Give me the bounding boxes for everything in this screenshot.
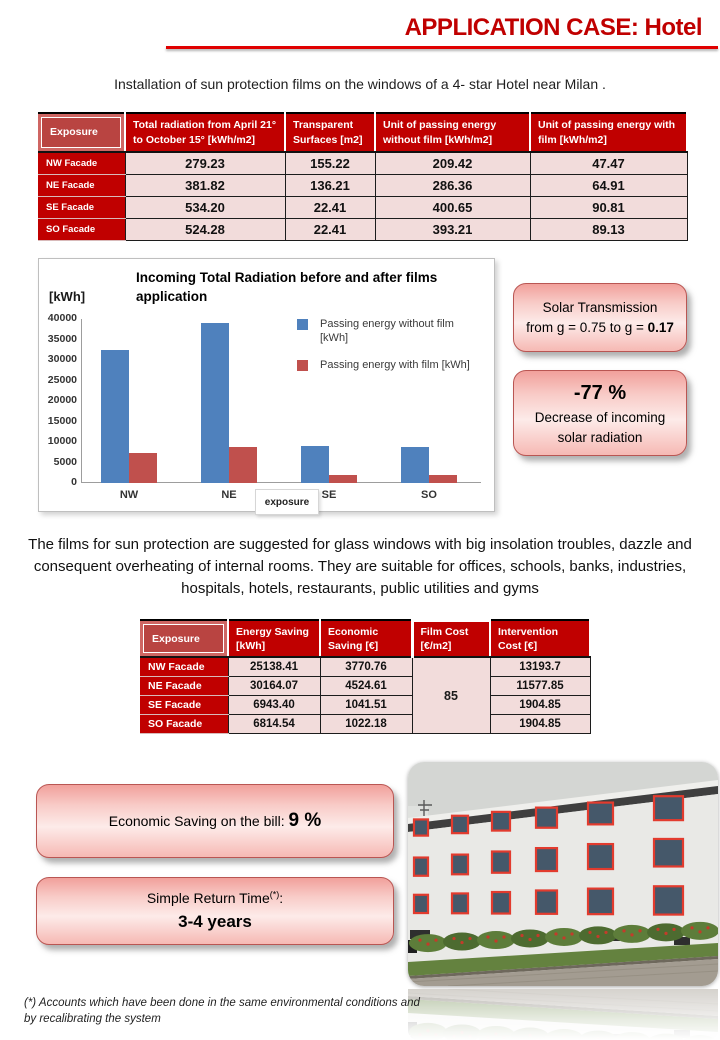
radiation-table-header-row (38, 113, 687, 152)
table-row (140, 657, 590, 676)
x-tick-label: SO (421, 489, 437, 501)
y-tick-label: 30000 (47, 353, 77, 365)
callout-line: Solar Transmission (542, 299, 658, 315)
hotel-photo (408, 762, 718, 986)
bar-without-film-SE (301, 446, 329, 483)
cell-value: 1022.18 (320, 714, 412, 733)
legend-swatch (297, 319, 308, 330)
cell-value: 1904.85 (490, 714, 590, 733)
table-row (140, 676, 590, 695)
bar-with-film-NW (129, 453, 157, 483)
callout-solar-transmission (513, 283, 687, 352)
col-header-exposure: Exposure (38, 113, 125, 152)
table-row (140, 714, 590, 733)
y-tick-label: 40000 (47, 312, 77, 324)
callout-radiation-decrease (513, 370, 687, 456)
cell-value: 47.47 (530, 152, 687, 174)
cell-value: 279.23 (125, 152, 285, 174)
col-header-economic-saving: Economic Saving [€] (320, 620, 412, 657)
savings-table (140, 618, 591, 734)
table-row (38, 218, 687, 240)
chart-x-axis-label-box: exposure (255, 489, 319, 515)
legend-swatch (297, 360, 308, 371)
callout-value: 3-4 years (178, 911, 252, 931)
col-header-intervention-cost: Intervention Cost [€] (490, 620, 590, 657)
row-label: NW Facade (38, 152, 125, 174)
bar-without-film-SO (401, 447, 429, 483)
cell-value: 13193.7 (490, 657, 590, 676)
radiation-table (38, 112, 688, 241)
col-header-transparent-surfaces: Transparent Surfaces [m2] (285, 113, 375, 152)
cell-value: 1904.85 (490, 695, 590, 714)
callout-return-time (36, 877, 394, 945)
film-cost-merged-cell: 85 (412, 657, 490, 733)
col-header-unit-without-film: Unit of passing energy without film [kWh/m2] (375, 113, 530, 152)
y-tick-label: 10000 (47, 435, 77, 447)
title-underline (166, 46, 718, 49)
col-header-total-radiation: Total radiation from April 21° to October 15° [kWh/m2] (125, 113, 285, 152)
chart-y-axis-label: [kWh] (49, 289, 86, 304)
col-header-unit-with-film: Unit of passing energy with film [kWh/m2] (530, 113, 687, 152)
cell-value: 286.36 (375, 174, 530, 196)
legend-label: Passing energy with film [kWh] (320, 358, 470, 371)
cell-value: 64.91 (530, 174, 687, 196)
page-title: APPLICATION CASE: Hotel (404, 14, 702, 41)
x-tick-label: NW (119, 489, 139, 501)
y-tick-label: 35000 (47, 332, 77, 345)
cell-value: 22.41 (285, 218, 375, 240)
y-tick-label: 15000 (47, 414, 77, 427)
cell-value: 11577.85 (490, 676, 590, 695)
row-label: SE Facade (38, 196, 125, 218)
row-label: NE Facade (38, 174, 125, 196)
chart-title: Incoming Total Radiation before and after films application (136, 270, 438, 304)
cell-value: 22.41 (285, 196, 375, 218)
row-label: NE Facade (140, 676, 228, 695)
bar-without-film-NW (101, 350, 129, 483)
callout-line: Simple Return Time(*): (146, 889, 284, 906)
row-label: SO Facade (140, 714, 228, 733)
bar-with-film-SO (429, 475, 457, 483)
table-row (38, 152, 687, 174)
body-paragraph: The films for sun protection are suggested for glass windows with big insolation troubles, dazzle and consequent overheating of internal rooms. They are suitable for offices, schools, banks, industries, hospitals, hotels, restaurants, public utilities and gyms (28, 536, 692, 597)
building-photo-svg (408, 762, 718, 986)
row-label: SE Facade (140, 695, 228, 714)
table-row (140, 695, 590, 714)
cell-value: 400.65 (375, 196, 530, 218)
cell-value: 89.13 (530, 218, 687, 240)
callout-value: -77 % (573, 381, 627, 404)
col-header-energy-saving: Energy Saving [kWh] (228, 620, 320, 657)
y-tick-label: 25000 (47, 373, 77, 386)
bar-with-film-SE (329, 475, 357, 483)
x-tick-label: SE (321, 489, 337, 501)
cell-value: 6814.54 (228, 714, 320, 733)
y-tick-label: 20000 (47, 394, 77, 406)
bar-with-film-NE (229, 447, 257, 483)
cell-value: 209.42 (375, 152, 530, 174)
cell-value: 393.21 (375, 218, 530, 240)
cell-value: 4524.61 (320, 676, 412, 695)
chart-legend (297, 317, 482, 384)
cell-value: 1041.51 (320, 695, 412, 714)
callout-line: solar radiation (557, 430, 643, 445)
cell-value: 381.82 (125, 174, 285, 196)
table-row (38, 196, 687, 218)
row-label: NW Facade (140, 657, 228, 676)
legend-item (297, 317, 482, 346)
table-row (38, 174, 687, 196)
cell-value: 155.22 (285, 152, 375, 174)
intro-text: Installation of sun protection films on the windows of a 4- star Hotel near Milan . (114, 76, 606, 92)
radiation-bar-chart (38, 258, 495, 512)
row-label: SO Facade (38, 218, 125, 240)
legend-item (297, 358, 482, 372)
callout-line: Decrease of incoming (534, 409, 666, 425)
callout-line: Economic Saving on the bill: 9 % (108, 810, 322, 831)
callout-line: from g = 0.75 to g = 0.17 (526, 319, 674, 335)
photo-reflection-fade (408, 989, 718, 1040)
bar-without-film-NE (201, 323, 229, 483)
y-tick-label: 0 (71, 476, 77, 488)
footnote: (*) Accounts which have been done in the same environmental conditions and by recalibrating the system (24, 997, 420, 1026)
cell-value: 30164.07 (228, 676, 320, 695)
x-tick-label: NE (221, 489, 237, 501)
savings-table-header-row (140, 620, 590, 657)
cell-value: 136.21 (285, 174, 375, 196)
cell-value: 90.81 (530, 196, 687, 218)
cell-value: 3770.76 (320, 657, 412, 676)
col-header-exposure: Exposure (140, 620, 228, 657)
cell-value: 524.28 (125, 218, 285, 240)
callout-economic-saving (36, 784, 394, 858)
cell-value: 534.20 (125, 196, 285, 218)
cell-value: 6943.40 (228, 695, 320, 714)
y-tick-label: 5000 (53, 455, 77, 468)
col-header-film-cost: Film Cost [€/m2] (412, 620, 490, 657)
cell-value: 25138.41 (228, 657, 320, 676)
legend-label: Passing energy without film [kWh] (320, 318, 454, 345)
